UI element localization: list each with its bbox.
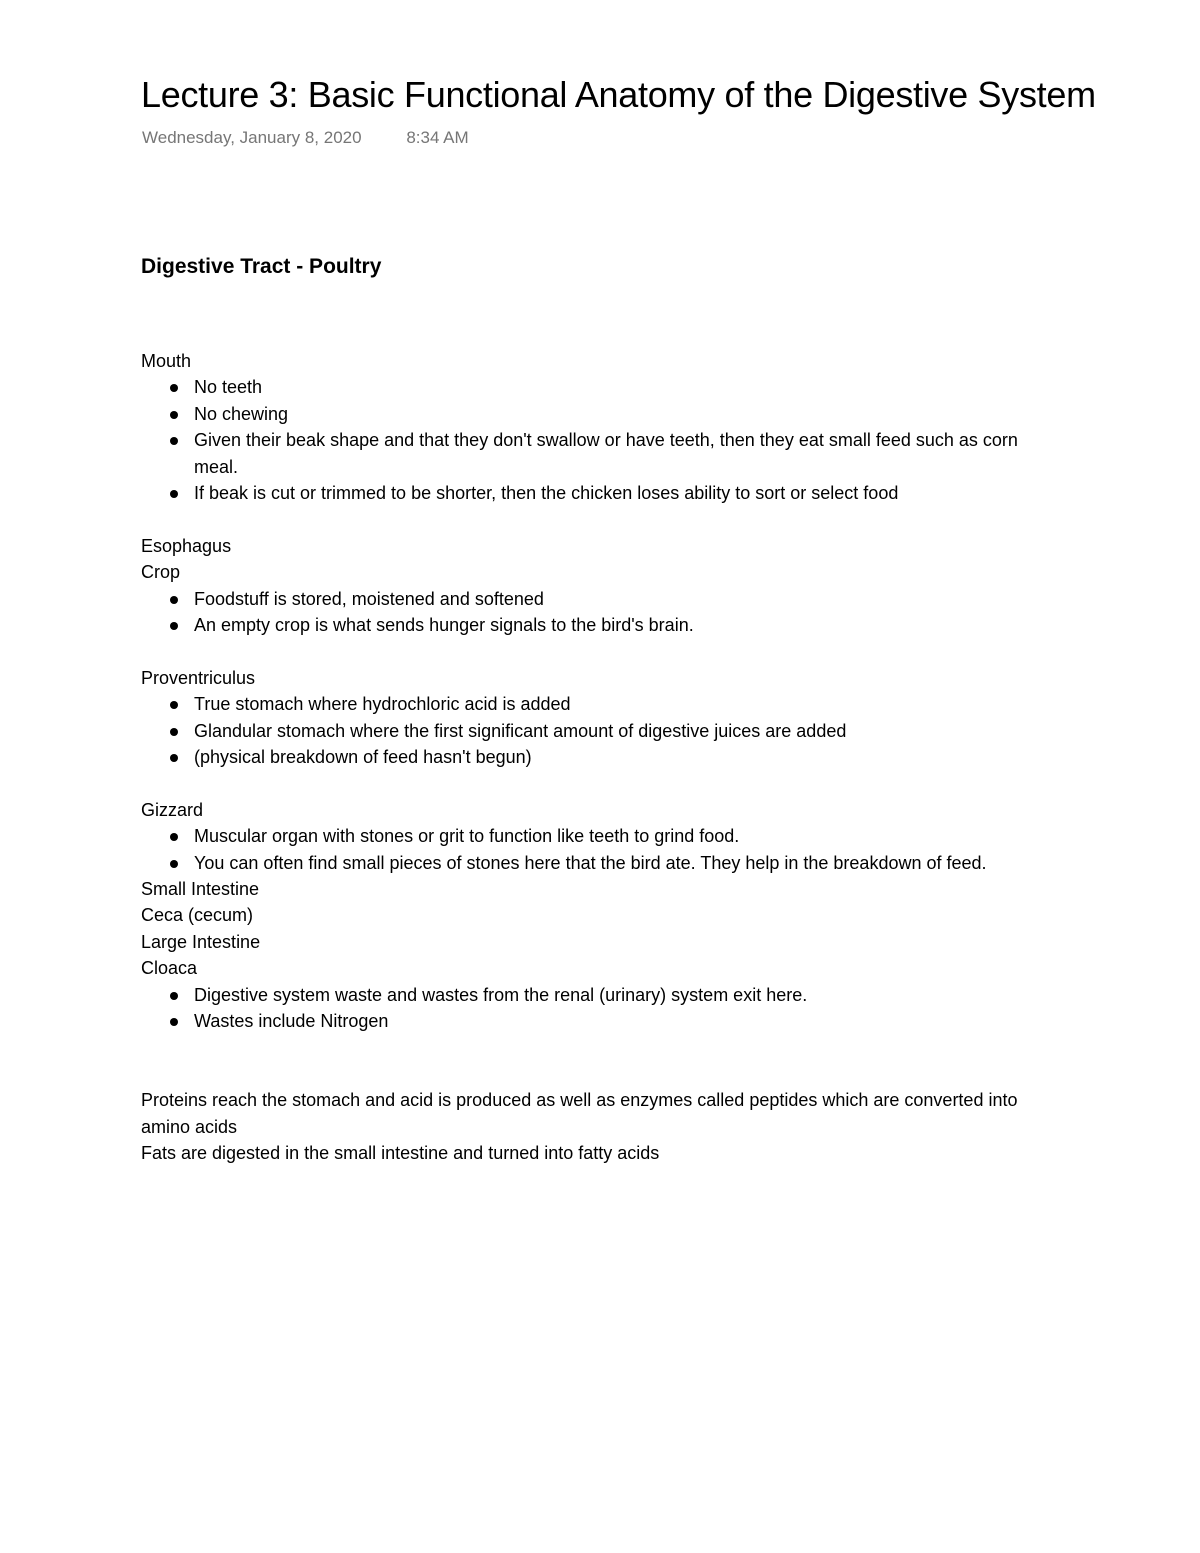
bullet-icon: [170, 728, 178, 736]
bullet-icon: [170, 384, 178, 392]
label-large-intestine: Large Intestine: [141, 931, 261, 952]
bullet-icon: [170, 1018, 178, 1026]
list-item-text: You can often find small pieces of stones here that the bird ate. They help in the breakdown of feed.: [194, 852, 987, 873]
list-item-text: If beak is cut or trimmed to be shorter, then the chicken loses ability to sort or select food: [194, 483, 899, 504]
note-date: Wednesday, January 8, 2020: [142, 128, 362, 147]
spacer: [141, 1035, 1061, 1088]
bullet-icon: [170, 622, 178, 630]
bullet-icon: [170, 701, 178, 709]
proventriculus-bullet-list: [141, 691, 1061, 770]
crop-bullet-list: [141, 586, 1061, 639]
label-small-intestine: Small Intestine: [141, 879, 260, 900]
bullet-icon: [170, 860, 178, 868]
label-proventriculus: Proventriculus: [141, 667, 256, 688]
bullet-icon: [170, 437, 178, 445]
label-mouth: Mouth: [141, 351, 192, 371]
note-body: [141, 253, 1061, 1167]
spacer: [141, 506, 1061, 532]
list-item-text: No teeth: [194, 377, 263, 398]
spacer: [141, 638, 1061, 664]
list-item: [141, 982, 1061, 1008]
list-item: [141, 691, 1061, 717]
list-item: [141, 823, 1061, 849]
note-timestamp: [142, 128, 469, 148]
bullet-icon: [170, 411, 178, 419]
list-item: [141, 480, 1061, 506]
bullet-icon: [170, 754, 178, 762]
list-item: [141, 427, 1061, 480]
page-title: Lecture 3: Basic Functional Anatomy of the Digestive System: [141, 74, 1096, 115]
bullet-icon: [170, 992, 178, 1000]
list-item-text: (physical breakdown of feed hasn't begun): [194, 747, 532, 768]
section-heading: Digestive Tract - Poultry: [141, 255, 382, 278]
note-time: 8:34 AM: [406, 128, 469, 147]
mouth-bullet-list: [141, 374, 1061, 506]
list-item: [141, 850, 1061, 876]
list-item: [141, 612, 1061, 638]
list-item: [141, 374, 1061, 400]
gizzard-bullet-list: [141, 823, 1061, 876]
label-esophagus: Esophagus: [141, 535, 232, 556]
bullet-icon: [170, 833, 178, 841]
list-item: [141, 744, 1061, 770]
spacer: [141, 770, 1061, 796]
list-item-text: Glandular stomach where the first significant amount of digestive juices are added: [194, 720, 847, 741]
label-gizzard: Gizzard: [141, 799, 204, 820]
list-item-text: Muscular organ with stones or grit to function like teeth to grind food.: [194, 826, 740, 847]
bullet-icon: [170, 490, 178, 498]
bullet-icon: [170, 596, 178, 604]
paragraph-fats: Fats are digested in the small intestine and turned into fatty acids: [141, 1143, 660, 1164]
list-item: [141, 586, 1061, 612]
list-item-text: Given their beak shape and that they don't swallow or have teeth, then they eat small feed such as corn meal.: [194, 430, 1018, 477]
label-crop: Crop: [141, 562, 181, 583]
list-item: [141, 718, 1061, 744]
list-item-text: Digestive system waste and wastes from the renal (urinary) system exit here.: [194, 984, 808, 1005]
label-ceca: Ceca (cecum): [141, 905, 254, 926]
label-cloaca: Cloaca: [141, 958, 198, 979]
list-item-text: Wastes include Nitrogen: [194, 1011, 389, 1032]
list-item-text: True stomach where hydrochloric acid is added: [194, 694, 571, 715]
cloaca-bullet-list: [141, 982, 1061, 1035]
list-item-text: No chewing: [194, 403, 289, 424]
paragraph-proteins: Proteins reach the stomach and acid is produced as well as enzymes called peptides which are converted into amino acids: [141, 1090, 1018, 1137]
list-item-text: Foodstuff is stored, moistened and softened: [194, 588, 544, 609]
list-item-text: An empty crop is what sends hunger signals to the bird's brain.: [194, 615, 694, 636]
list-item: [141, 401, 1061, 427]
list-item: [141, 1008, 1061, 1034]
